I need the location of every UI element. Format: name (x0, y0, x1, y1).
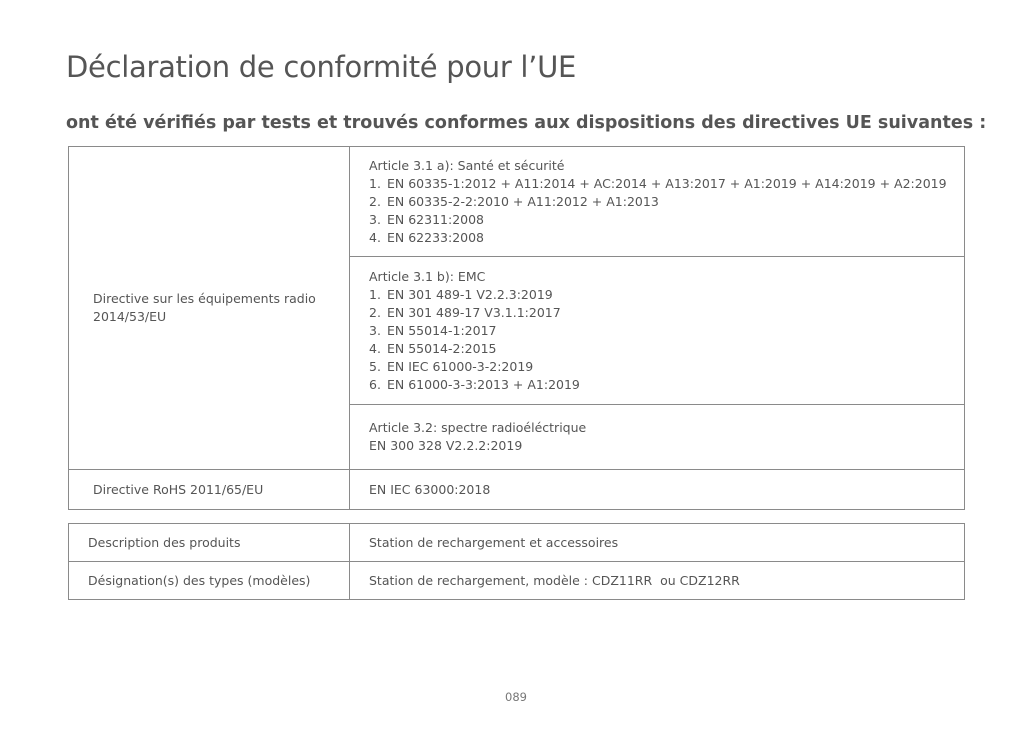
list-item: 4. EN 62233:2008 (369, 229, 485, 245)
product-description-label: Description des produits (69, 524, 350, 562)
list-item: 1. EN 301 489-1 V2.2.3:2019 (369, 286, 553, 302)
directive-radio-number: 2014/53/EU (93, 309, 167, 324)
table-row (69, 524, 965, 562)
page-title: Déclaration de conformité pour l’UE (66, 50, 577, 84)
list-item: 2. EN 301 489-17 V3.1.1:2017 (369, 304, 561, 320)
directive-rohs-name: Directive RoHS 2011/65/EU (69, 470, 350, 510)
table-row (69, 470, 965, 510)
directive-radio-cell (69, 147, 350, 470)
article-3-2-cell (350, 405, 965, 470)
directives-table (68, 146, 965, 510)
article-3-1b-cell (350, 257, 965, 405)
article-heading: Article 3.2: spectre radioéléctrique (369, 420, 587, 435)
article-3-1a-cell (350, 147, 965, 257)
list-item: 5. EN IEC 61000-3-2:2019 (369, 358, 534, 374)
list-item: 3. EN 55014-1:2017 (369, 322, 497, 338)
directive-rohs-standard: EN IEC 63000:2018 (350, 470, 965, 510)
article-heading: Article 3.1 a): Santé et sécurité (369, 157, 565, 173)
product-models-value: Station de rechargement, modèle : CDZ11RR ou CDZ12RR (350, 562, 965, 600)
products-table (68, 523, 965, 600)
article-heading: Article 3.1 b): EMC (369, 268, 486, 284)
table-row (69, 147, 965, 257)
list-item: 3. EN 62311:2008 (369, 211, 485, 227)
page-subtitle: ont été vérifiés par tests et trouvés conformes aux dispositions des directives UE suivantes : (66, 113, 987, 133)
list-item: 2. EN 60335-2-2:2010 + A11:2012 + A1:2013 (369, 193, 659, 209)
product-models-label: Désignation(s) des types (modèles) (69, 562, 350, 600)
directive-radio-name: Directive sur les équipements radio (93, 291, 316, 306)
list-item: 6. EN 61000-3-3:2013 + A1:2019 (369, 376, 580, 392)
product-description-value: Station de rechargement et accessoires (350, 524, 965, 562)
list-item: 4. EN 55014-2:2015 (369, 340, 497, 356)
article-standard: EN 300 328 V2.2.2:2019 (369, 438, 523, 453)
list-item: 1. EN 60335-1:2012 + A11:2014 + AC:2014 + A13:2017 + A1:2019 + A14:2019 + A2:2019 (369, 175, 947, 191)
table-row (69, 562, 965, 600)
page-number: 089 (505, 690, 527, 704)
